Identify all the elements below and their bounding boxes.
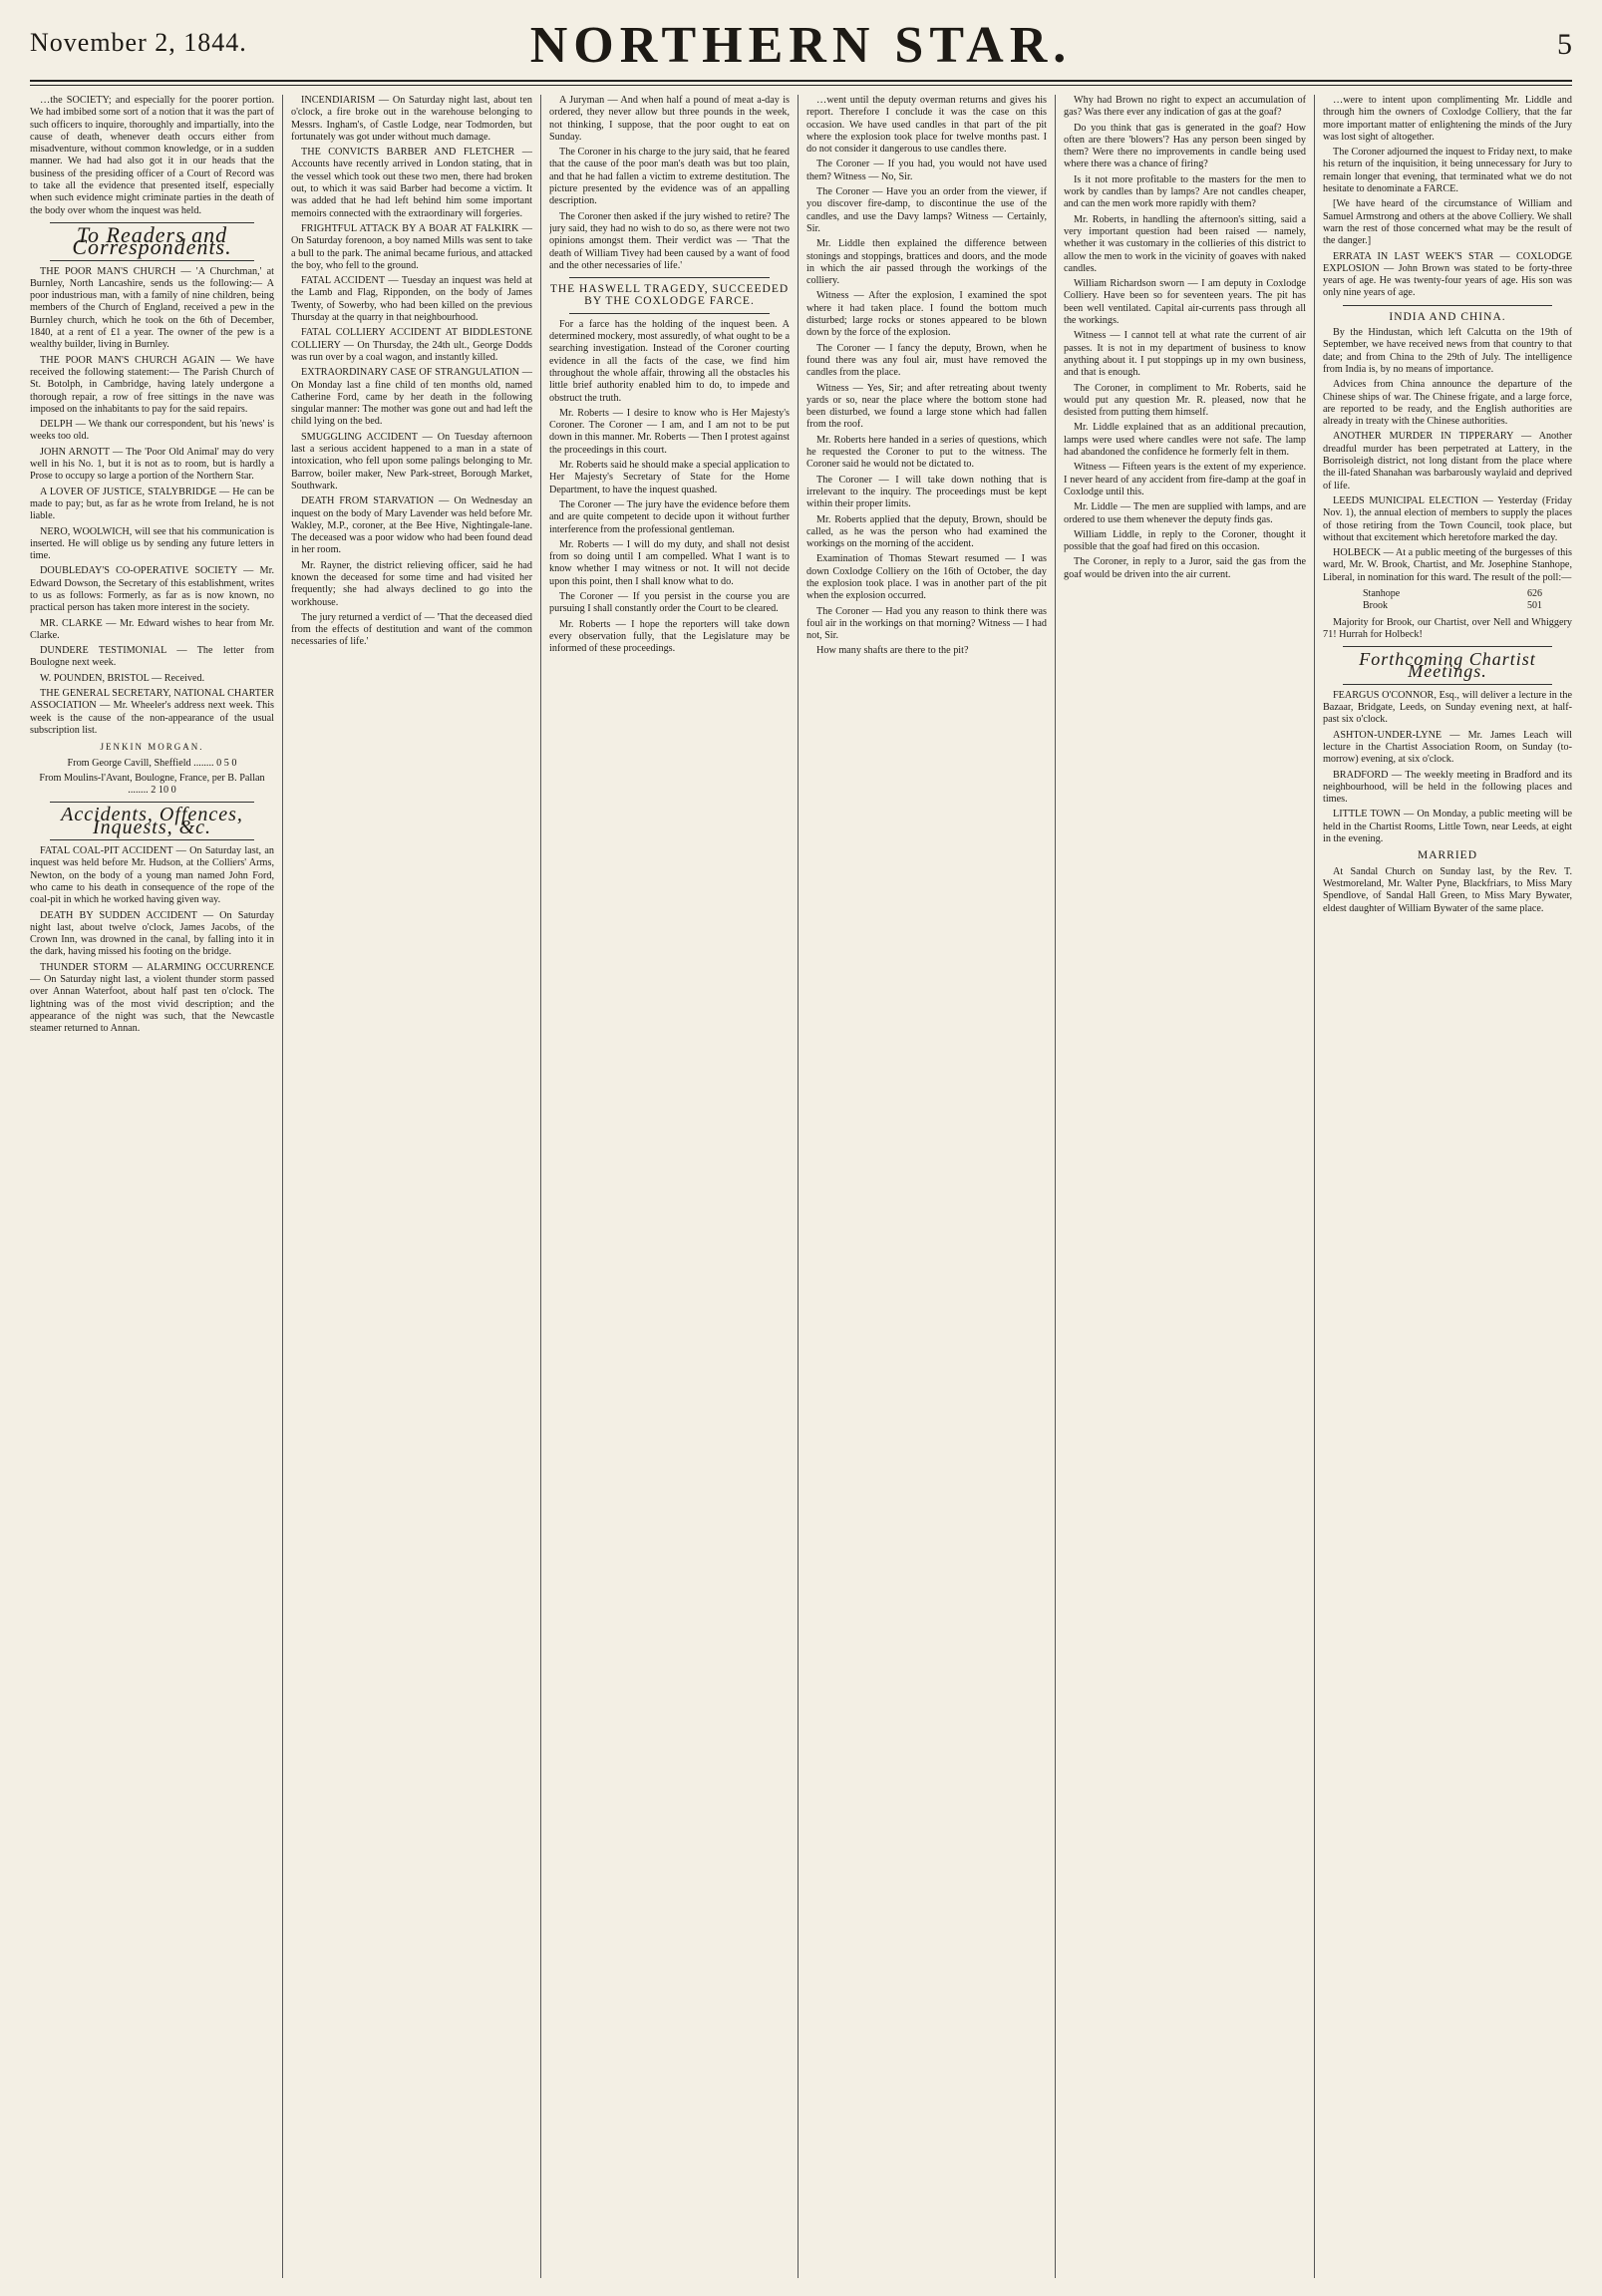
news-item: DEATH FROM STARVATION — On Wednesday an inquest on the body of Mary Lavender was held before Mr. Wakley, M.P., coroner, at the Bee Hive, Nightingale-lane. The deceased was a poor widow who had been found dead in her room. bbox=[291, 495, 532, 556]
correspondent-note: A LOVER OF JUSTICE, STALYBRIDGE — He can be made to pay; but, as far as he wrote from Ireland, he is not liable. bbox=[30, 486, 274, 522]
news-item: INCENDIARISM — On Saturday night last, about ten o'clock, a fire broke out in the warehouse belonging to Messrs. Ingham's, of Castle Lodge, near Todmorden, but fortunately was got under without much damage. bbox=[291, 95, 532, 143]
testimony: Mr. Liddle explained that as an additional precaution, lamps were used where candles were not safe. The lamp had abandoned the confidence he formerly felt in them. bbox=[1064, 422, 1306, 459]
news-item: THE CONVICTS BARBER AND FLETCHER — Accounts have recently arrived in London stating, that in the vessel which took out these two men, there had broken out, to which it was said Barber had become a victim. It was added that he had left behind him some important memoirs connected with the extraordinary will forgeries. bbox=[291, 147, 532, 219]
testimony: The Coroner — Have you an order from the viewer, if you discover fire-damp, to discontinue the use of the candles, and use the Davy lamps? Witness — Certainly, Sir. bbox=[806, 186, 1047, 234]
news-item: The Coroner — The jury have the evidence before them and are quite competent to decide upon it without further interference from the professional gentleman. bbox=[549, 498, 790, 535]
masthead-rule bbox=[30, 85, 1572, 86]
correspondent-note: MR. CLARKE — Mr. Edward wishes to hear from Mr. Clarke. bbox=[30, 617, 274, 641]
news-item: FRIGHTFUL ATTACK BY A BOAR AT FALKIRK — On Saturday forenoon, a boy named Mills was sent to take a bull to the park. The animal became furious, and attacked the boy, who fell to the ground. bbox=[291, 222, 532, 271]
meeting-notice: FEARGUS O'CONNOR, Esq., will deliver a lecture in the Bazaar, Bridgate, Leeds, on Sunday evening next, at half-past six o'clock. bbox=[1323, 689, 1572, 726]
meeting-notice: ASHTON-UNDER-LYNE — Mr. James Leach will lecture in the Chartist Association Room, on Sunday (to-morrow) evening, at six o'clock. bbox=[1323, 729, 1572, 766]
news-item: The Coroner adjourned the inquest to Friday next, to make his return of the inquisition, it being unnecessary for Jury to remain longer that evening, that terminated what we do not hesitate to denominate a FARCE. bbox=[1323, 147, 1572, 195]
column-intro: …the SOCIETY; and especially for the poorer portion. We had imbibed some sort of a notion that it was the part of such officers to inquire, thoroughly and impartially, into the cause of death, whenever death occurs either from misadventure, without common knowledge, or in a sudden manner. We had had also got it in our heads that the business of the presiding officer of a Court of Record was to take all the evidence that presented itself, especially when such evidence might criminate parties in the death of the body over whom the inquest was held. bbox=[30, 95, 274, 216]
correspondent-note: NERO, WOOLWICH, will see that his communication is inserted. He will oblige us by sending any future letters in time. bbox=[30, 525, 274, 562]
news-item: LEEDS MUNICIPAL ELECTION — Yesterday (Friday Nov. 1), the annual election of members to supply the places of those retiring from the Town Council, took place, but without that excitement which heretofore marked the day. bbox=[1323, 494, 1572, 543]
news-item: HOLBECK — At a public meeting of the burgesses of this ward, Mr. W. Brook, Chartist, and Mr. Josephine Stanhope, Liberal, in nomination for this ward. The result of the poll:— bbox=[1323, 547, 1572, 583]
testimony: How many shafts are there to the pit? bbox=[816, 645, 969, 657]
testimony: Witness — Fifteen years is the extent of my experience. I never heard of any accident from fire-damp at the goaf in Coxlodge until this. bbox=[1064, 462, 1306, 497]
section-title-correspondents: To Readers and Correspondents. bbox=[72, 221, 232, 260]
news-item: [We have heard of the circumstance of William and Samuel Armstrong and others at the above Colliery. We shall warn the rest of those concerned what may be the result of the danger.] bbox=[1323, 198, 1572, 247]
testimony: Why had Brown no right to expect an accumulation of gas? Was there ever any indication of gas at the goaf? bbox=[1064, 95, 1306, 119]
news-item: Majority for Brook, our Chartist, over Nell and Whiggery 71! Hurrah for Holbeck! bbox=[1323, 616, 1572, 640]
column-6 bbox=[1323, 95, 1572, 2278]
correspondent-note: THE GENERAL SECRETARY, NATIONAL CHARTER ASSOCIATION — Mr. Wheeler's address next week. This week is the cause of the non-appearance of the usual subscription list. bbox=[30, 688, 274, 736]
testimony: William Liddle, in reply to the Coroner, thought it possible that the goaf had fired on this occasion. bbox=[1064, 528, 1306, 553]
correspondent-note: DELPH — We thank our correspondent, but his 'news' is weeks too old. bbox=[30, 419, 274, 443]
column-2 bbox=[291, 95, 532, 2278]
correspondent-note: JOHN ARNOTT — The 'Poor Old Animal' may do very well in his No. 1, but it is not as to room, but is hardly a Prose to occupy so large a portion of the Northern Star. bbox=[30, 446, 274, 483]
meeting-notice: LITTLE TOWN — On Monday, a public meeting will be held in the Chartist Rooms, Little Town, near Leeds, at eight in the evening. bbox=[1323, 809, 1572, 845]
poll-results bbox=[1363, 588, 1572, 613]
testimony: Mr. Roberts applied that the deputy, Brown, should be called, as he was the person who had examined the workings on the morning of the accident. bbox=[806, 513, 1047, 550]
correspondent-note: THE POOR MAN'S CHURCH AGAIN — We have received the following statement:— The Parish Church of St. Botolph, in Cambridge, having lately undergone a thorough repair, a row of free sittings in the nave was imposed on the inhabitants to pay for the said repairs. bbox=[30, 354, 274, 415]
testimony: The Coroner, in reply to a Juror, said the gas from the goaf would be driven into the air current. bbox=[1064, 556, 1306, 580]
news-item: Mr. Roberts — I hope the reporters will take down every observation fully, that the Legislature may be informed of these proceedings. bbox=[549, 618, 790, 655]
newspaper-title: NORTHERN STAR. bbox=[529, 17, 1073, 74]
news-item: …were to intent upon complimenting Mr. Liddle and through him the owners of Coxlodge Colliery, that the far more important matter of enlightening the minds of the Jury was lost sight of altogether. bbox=[1323, 95, 1572, 143]
testimony: The Coroner — Had you any reason to think there was foul air in the workings on that morning? Witness — I had not, Sir. bbox=[806, 605, 1047, 642]
correspondent-note: DOUBLEDAY'S CO-OPERATIVE SOCIETY — Mr. Edward Dowson, the Secretary of this establishment, writes to us as follows: Formerly, as far as is now known, no practical person has taken more interest in the society. bbox=[30, 565, 274, 614]
news-item: The jury returned a verdict of — 'That the deceased died from the effects of destitution and want of the common necessaries of life.' bbox=[291, 611, 532, 648]
errata-note: ERRATA IN LAST WEEK'S STAR — COXLODGE EXPLOSION — John Brown was stated to be forty-three years of age. He was twenty-four years of age. His son was only nine years of age. bbox=[1323, 250, 1572, 299]
signature: JENKIN MORGAN. bbox=[100, 742, 204, 753]
section-rule bbox=[50, 839, 254, 840]
testimony: …went until the deputy overman returns and gives his report. Therefore I conclude it was the case on this occasion. We have used candles in that part of the pit where the explosion took place for twelve months past. I do not consider it dangerous to use candles there. bbox=[806, 95, 1047, 156]
section-title-accidents: Accidents, Offences, Inquests, &c. bbox=[61, 804, 243, 838]
testimony: Mr. Liddle — The men are supplied with lamps, and are ordered to use them whenever the deputy finds gas. bbox=[1064, 501, 1306, 525]
news-item: Advices from China announce the departure of the Chinese ships of war. The Chinese frigate, and a large force, are reported to be ready, and the English authorities are already in treaty with the Chinese authorities. bbox=[1323, 379, 1572, 428]
section-rule bbox=[50, 260, 254, 261]
column-5 bbox=[1064, 95, 1306, 2278]
section-rule bbox=[569, 277, 770, 278]
testimony: Do you think that gas is generated in the goaf? How often are there 'blowers'? Has any person been singed by them? Were there no improvements in candle being used where there was a chance of firing? bbox=[1064, 122, 1306, 170]
news-item: The Coroner then asked if the jury wished to retire? The jury said, they had no wish to do so, as there were not two opinions amongst them. Their verdict was — 'That the death of William Tivey had been caused by a want of food and the other necessaries of life.' bbox=[549, 210, 790, 271]
testimony: The Coroner — I will take down nothing that is irrelevant to the inquiry. The proceedings must be kept within their proper limits. bbox=[806, 474, 1047, 510]
candidate-votes: 626 bbox=[1527, 587, 1542, 599]
section-rule bbox=[1343, 305, 1552, 306]
candidate-name: Stanhope bbox=[1363, 587, 1401, 599]
section-rule bbox=[569, 313, 770, 314]
testimony: Witness — Yes, Sir; and after retreating about twenty yards or so, near the place where the bottom stone had been disturbed, we found a large stone which had fallen from the roof. bbox=[806, 382, 1047, 431]
correspondent-note: W. POUNDEN, BRISTOL — Received. bbox=[40, 672, 205, 684]
news-item: By the Hindustan, which left Calcutta on the 19th of September, we have received news from that country to that date; and from China to the 29th of July. The intelligence from India is, by no means of importance. bbox=[1323, 327, 1572, 375]
news-item: DEATH BY SUDDEN ACCIDENT — On Saturday night last, about twelve o'clock, James Jacobs, of the Crown Inn, was drowned in the canal, by falling into it in the dark, having missed his footing on the bridge. bbox=[30, 909, 274, 958]
column-1 bbox=[30, 95, 274, 2278]
meeting-notice: BRADFORD — The weekly meeting in Bradford and its neighbourhood, will be held in the following places and times. bbox=[1323, 769, 1572, 806]
testimony: William Richardson sworn — I am deputy in Coxlodge Colliery. Have been so for seventeen years. The pit has been well ventilated. Capital air-currents pass through all the workings. bbox=[1064, 278, 1306, 327]
testimony: Is it not more profitable to the masters for the men to work by candles than by lamps? Are not candles cheaper, and can the men work more rapidly with them? bbox=[1064, 173, 1306, 210]
candidate-name: Brook bbox=[1363, 600, 1388, 612]
testimony: The Coroner, in compliment to Mr. Roberts, said he would put any question Mr. R. pleased, now that he desisted from putting them himself. bbox=[1064, 382, 1306, 419]
section-title-meetings: Forthcoming Chartist Meetings. bbox=[1359, 649, 1536, 682]
page-number: 5 bbox=[1557, 28, 1572, 61]
testimony: Mr. Roberts, in handling the afternoon's sitting, said a very important question had been raised — namely, whether it was customary in the collieries of this district to allow the men to work in the vicinity of goaves with naked candles. bbox=[1064, 213, 1306, 274]
testimony: Witness — I cannot tell at what rate the current of air passes. It is not in my department of business to know anything about it. I put stoppings up in my own business, and that is enough. bbox=[1064, 330, 1306, 379]
testimony: The Coroner — If you had, you would not have used them? Witness — No, Sir. bbox=[806, 159, 1047, 182]
correspondent-note: DUNDERE TESTIMONIAL — The letter from Boulogne next week. bbox=[30, 645, 274, 669]
section-title-india-china: INDIA AND CHINA. bbox=[1389, 310, 1506, 323]
news-item: FATAL COAL-PIT ACCIDENT — On Saturday last, an inquest was held before Mr. Hudson, at the Colliers' Arms, Newton, on the body of a young man named John Ford, who came to his death in consequence of the rope of the coal-pit in which he worked having given way. bbox=[30, 845, 274, 906]
correspondent-note: THE POOR MAN'S CHURCH — 'A Churchman,' at Burnley, North Lancashire, sends us the following:— A poor industrious man, with a family of nine children, being members of the Church of England, received a pew in the Burnley church, which he took on the 6th of December, 1840, at a rent of £1 a year. The owner of the pew is a wealthy builder, living in Burnley. bbox=[30, 265, 274, 351]
news-item: The Coroner in his charge to the jury said, that he feared that the cause of the poor man's death was but too plain, and that he had fallen a victim to extreme destitution. The picture presented by the evidence was of an appalling description. bbox=[549, 147, 790, 207]
story-title-haswell: THE HASWELL TRAGEDY, SUCCEEDED BY THE COXLODGE FARCE. bbox=[549, 283, 790, 308]
news-item: EXTRAORDINARY CASE OF STRANGULATION — On Monday last a fine child of ten months old, named Catherine Ford, came by her death in the following singular manner: The mother was gone out and had left the child lying on the bed. bbox=[291, 367, 532, 428]
news-item: FATAL COLLIERY ACCIDENT AT BIDDLESTONE COLLIERY — On Thursday, the 24th ult., George Dodds was run over by a coal wagon, and instantly killed. bbox=[291, 327, 532, 363]
receipt-line: From Moulins-l'Avant, Boulogne, France, per B. Pallan ........ 2 10 0 bbox=[39, 772, 265, 797]
section-title-married: MARRIED bbox=[1417, 849, 1478, 862]
section-rule bbox=[1343, 684, 1552, 685]
poll-row bbox=[1363, 600, 1542, 612]
news-item: Mr. Rayner, the district relieving officer, said he had known the deceased for some time and had visited her frequently; she had always declined to go into the workhouse. bbox=[291, 559, 532, 608]
news-item: For a farce has the holding of the inquest been. A determined mockery, most assuredly, of what ought to be a searching investigation. Instead of the Coroner courting evidence in all the facts of the case, we find him throughout the whole affair, throwing all the obstacles his little brief authority enabled him to do, to impede and obstruct the truth. bbox=[549, 318, 790, 404]
testimony: Examination of Thomas Stewart resumed — I was down Coxlodge Colliery on the 16th of October, the day the explosion took place. I was in another part of the pit when the explosion occurred. bbox=[806, 553, 1047, 602]
poll-row bbox=[1363, 588, 1542, 600]
news-item: A Juryman — And when half a pound of meat a-day is ordered, they never allow but three pounds in the week, not thinking, I suppose, that the poor ought to eat on Sunday. bbox=[549, 95, 790, 143]
column-3 bbox=[549, 95, 790, 2278]
testimony: Mr. Roberts here handed in a series of questions, which he requested the Coroner to put to the witness. The Coroner said he would not be dictated to. bbox=[806, 434, 1047, 471]
section-rule bbox=[1343, 646, 1552, 647]
news-item: The Coroner — If you persist in the course you are pursuing I shall constantly order the Court to be cleared. bbox=[549, 590, 790, 615]
issue-date: November 2, 1844. bbox=[30, 28, 247, 57]
section-rule bbox=[50, 802, 254, 803]
marriage-notice: At Sandal Church on Sunday last, by the Rev. T. Westmoreland, Mr. Walter Pyne, Blackfriars, to Miss Mary Spendlove, of Sandal Hall Green, to Miss Mary Bywater, eldest daughter of William Bywater of the same place. bbox=[1323, 865, 1572, 914]
testimony: Mr. Liddle then explained the difference between stonings and stoppings, brattices and doors, and the mode in which the air passed through the workings of the colliery. bbox=[806, 238, 1047, 287]
candidate-votes: 501 bbox=[1527, 600, 1542, 612]
column-4 bbox=[806, 95, 1047, 2278]
news-item: Mr. Roberts said he should make a special application to Her Majesty's Secretary of State for the Home Department, to have the inquest quashed. bbox=[549, 460, 790, 495]
news-item: THUNDER STORM — ALARMING OCCURRENCE — On Saturday night last, a violent thunder storm passed over Annan Waterfoot, about half past ten o'clock. The lightning was of the most vivid description; and the appearance of the night was such, that the Newcastle steamer returned to Annan. bbox=[30, 961, 274, 1035]
news-item: FATAL ACCIDENT — Tuesday an inquest was held at the Lamb and Flag, Ripponden, on the body of James Twenty, of Sowerby, who had been killed on the previous Thursday at the quarry in that neighbourhood. bbox=[291, 275, 532, 324]
testimony: The Coroner — I fancy the deputy, Brown, when he found there was any foul air, must have removed the candles from the place. bbox=[806, 342, 1047, 379]
news-item: ANOTHER MURDER IN TIPPERARY — Another dreadful murder has been perpetrated at Lattery, in the Borrisoleigh district, not long distant from the place where the ill-fated Shanahan was barbarously waylaid and deprived of life. bbox=[1323, 431, 1572, 492]
news-item: SMUGGLING ACCIDENT — On Tuesday afternoon last a serious accident happened to a man in a state of intoxication, who fell upon some palings belonging to Mr. Barrow, boiler maker, New Park-street, Borough Market, Southwark. bbox=[291, 431, 532, 492]
testimony: Witness — After the explosion, I examined the spot where it had taken place. I found the bottom much disturbed; large rocks or stones appeared to be blown down by the force of the explosion. bbox=[806, 290, 1047, 339]
masthead bbox=[30, 10, 1572, 82]
receipt-line: From George Cavill, Sheffield ........ 0 5 0 bbox=[67, 757, 237, 769]
news-item: Mr. Roberts — I desire to know who is Her Majesty's Coroner. The Coroner — I am, and I am not to be put down in this manner. Mr. Roberts — Then I protest against the proceedings in this court. bbox=[549, 407, 790, 456]
news-item: Mr. Roberts — I will do my duty, and shall not desist from so doing until I am compelled. What I want is to know whether I may witness or not. It will not decide upon this point, then I shall know what to do. bbox=[549, 538, 790, 587]
